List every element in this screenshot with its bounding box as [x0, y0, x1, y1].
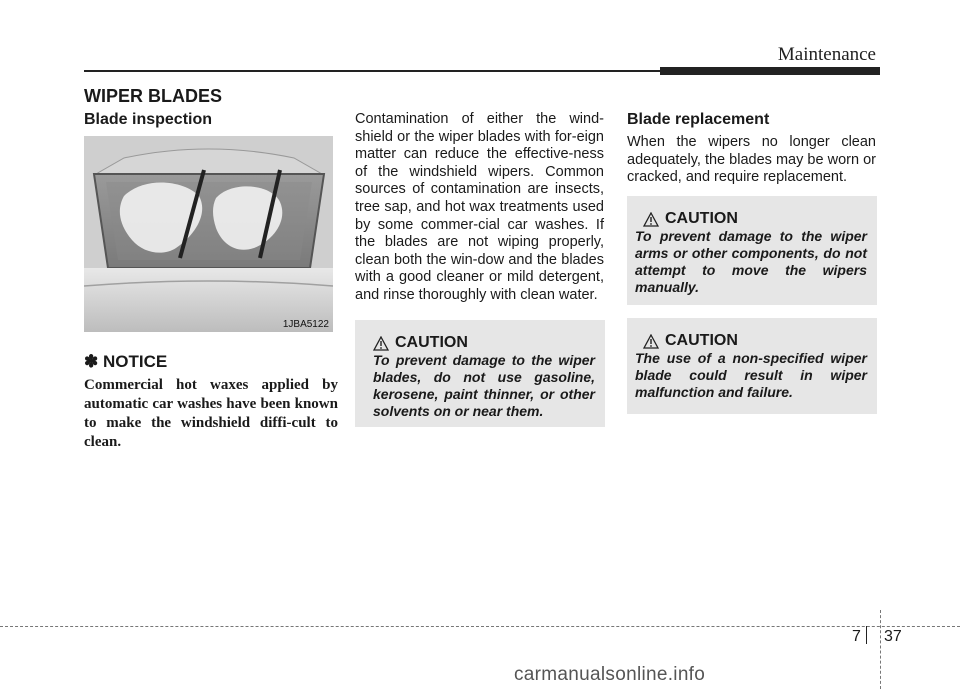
caution-title: CAUTION: [665, 332, 738, 349]
caution-title: CAUTION: [395, 334, 468, 351]
section-title: WIPER BLADES: [84, 86, 223, 106]
page-number: 37: [884, 628, 902, 645]
caution-title-row: [643, 332, 738, 350]
blade-inspection-heading: Blade inspection: [84, 111, 213, 128]
warning-triangle-icon: [643, 334, 659, 349]
contamination-paragraph: Contamination of either the wind-shield or the wiper blades with for-eign matter can reduce the effective-ness of the windshield wipers. Common sources of contamination are insects, tree sap, and hot wax treatments used by some commer-cial car washes. If the blades are not wiping properly, clean both the win-dow and the blades with a good cleaner or mild detergent, and rinse thoroughly with clean water.: [355, 111, 604, 303]
page-number-divider: [866, 626, 867, 644]
chapter-number: 7: [852, 628, 861, 645]
replacement-paragraph: When the wipers no longer clean adequately, the blades may be worn or cracked, and require replacement.: [627, 134, 876, 186]
figure-code: 1JBA5122: [282, 319, 329, 330]
caution-box-wiper-blade: [627, 318, 877, 414]
header-tab-bar: [660, 67, 880, 75]
windshield-illustration: [84, 136, 333, 332]
notice-symbol-icon: ✽: [84, 352, 99, 371]
notice-text: Commercial hot waxes applied by automatic car washes have been known to make the windshield diffi-cult to clean.: [84, 377, 338, 450]
notice-label: NOTICE: [102, 352, 168, 371]
footer-vertical-rule: [880, 610, 881, 689]
warning-triangle-icon: [643, 212, 659, 227]
running-header: Maintenance: [777, 44, 876, 65]
warning-triangle-icon: [373, 336, 389, 351]
caution-title-row: [373, 334, 468, 352]
watermark: carmanualsonline.info: [514, 664, 706, 685]
footer-rule: [0, 626, 960, 627]
notice-heading: [84, 352, 167, 372]
caution-title: CAUTION: [665, 210, 738, 227]
caution-box-wiper-arms: [627, 196, 877, 305]
caution-text: To prevent damage to the wiper arms or other components, do not attempt to move the wipers manually.: [635, 228, 867, 295]
windshield-figure: [84, 136, 333, 332]
blade-replacement-heading: Blade replacement: [627, 111, 770, 128]
caution-box-solvents: [355, 320, 605, 427]
caution-text: The use of a non-specified wiper blade could result in wiper malfunction and failure.: [635, 350, 867, 400]
caution-title-row: [643, 210, 738, 228]
caution-text: To prevent damage to the wiper blades, do not use gasoline, kerosene, paint thinner, or other solvents on or near them.: [373, 352, 595, 419]
